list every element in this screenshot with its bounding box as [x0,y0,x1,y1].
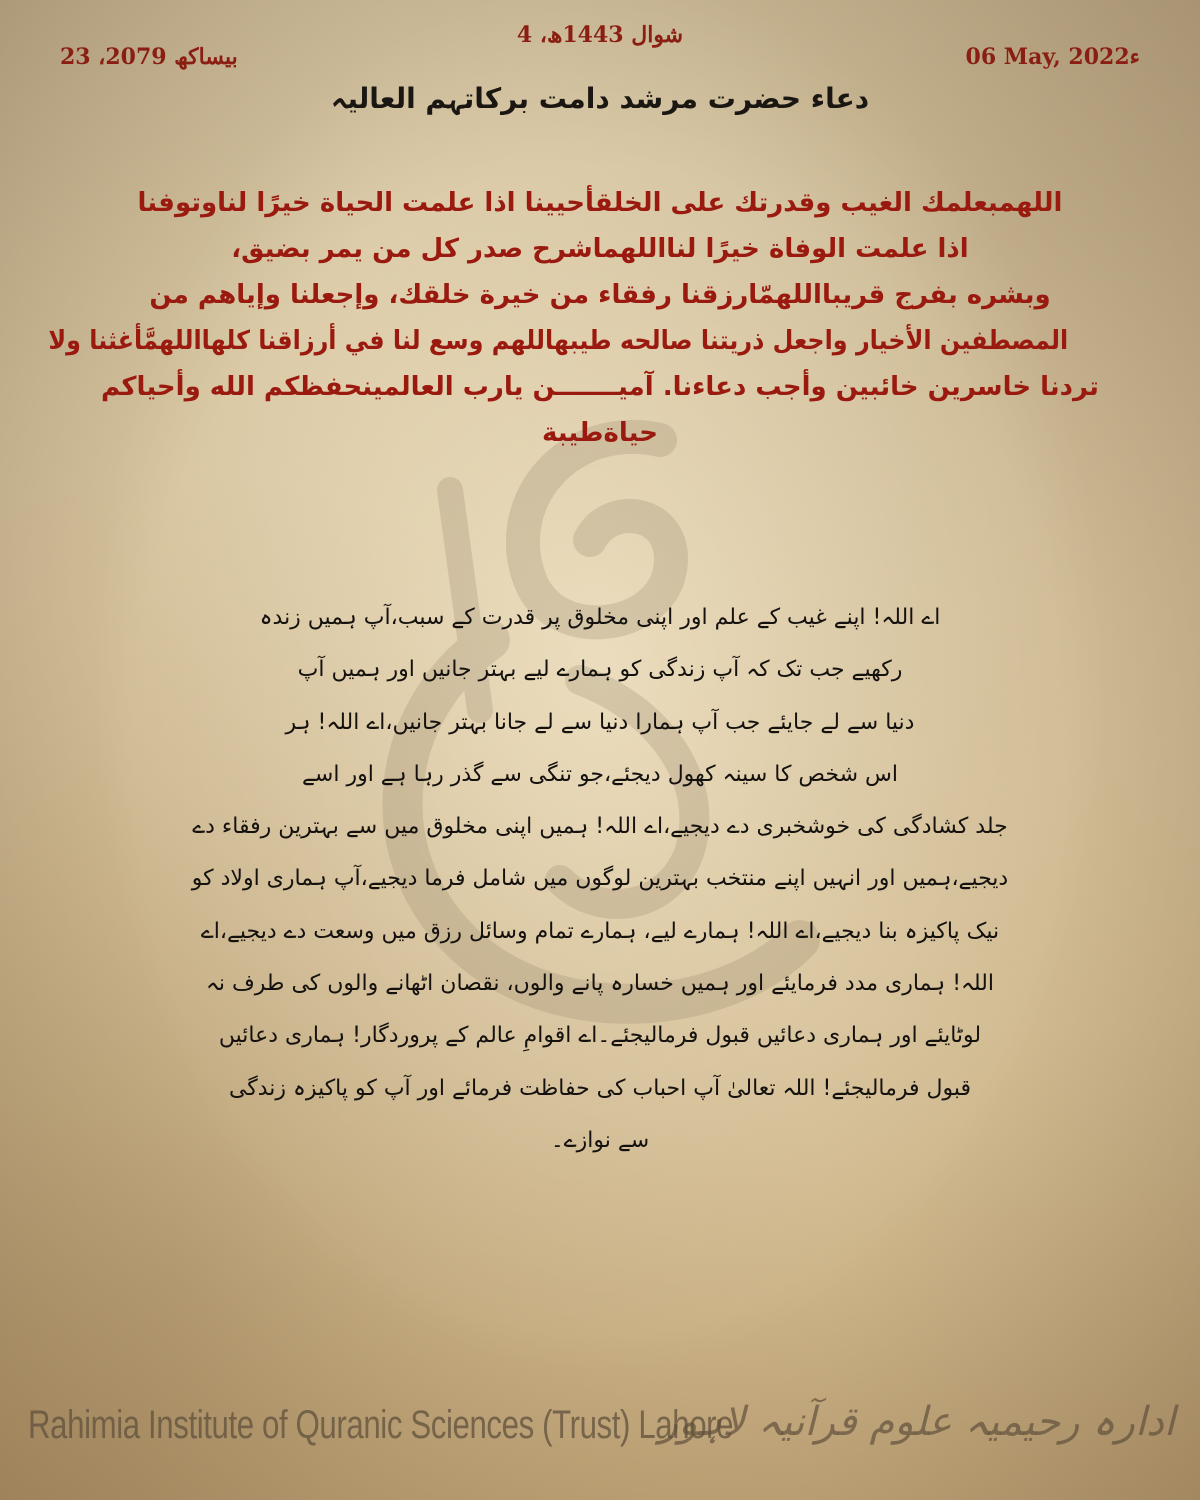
urdu-translation [110,592,1090,1167]
hijri-date: 4 ،شوال 1443ھ [516,22,684,48]
arabic-line: حياةطيبة [542,418,658,448]
urdu-line: دیجیے،ہمیں اور انہیں اپنے منتخب بہترین لوگوں میں شامل فرما دیجیے،آپ ہماری اولاد کو [191,866,1009,892]
urdu-line: نیک پاکیزہ بنا دیجیے،اے اللہ! ہمارے لیے، ہمارے تمام وسائل رزق میں وسعت دے دیجیے،اے [200,918,1000,944]
gregorian-date: 06 May, 2022ء [965,44,1140,70]
arabic-line: تردنا خاسرين خائبين وأجب دعاءنا. آميـــــــن يارب العالمينحفظكم الله وأحياكم [101,372,1099,402]
arabic-line: المصطفين الأخيار واجعل ذريتنا صالحه طيبهاللهم وسع لنا في أرزاقنا كلهااللهمَّأغثنا ولا [48,326,1069,356]
arabic-line: اذا علمت الوفاة خيرًا لنااللهماشرح صدر كل من يمر بضيق، [231,234,969,264]
urdu-line: جلد کشادگی کی خوشخبری دے دیجیے،اے اللہ! ہمیں اپنی مخلوق میں سے بہترین رفقاء دے [192,814,1008,840]
urdu-line: لوٹایئے اور ہماری دعائیں قبول فرمالیجئے۔اے اقوامِ عالم کے پروردگار! ہماری دعائیں [218,1023,982,1049]
urdu-line: دنیا سے لے جایئے جب آپ ہمارا دنیا سے لے جانا بہتر جانیں،اے اللہ! ہر [285,709,915,735]
urdu-line: رکھیے جب تک کہ آپ زندگی کو ہمارے لیے بہتر جانیں اور ہمیں آپ [297,657,903,683]
dua-heading: دعاء حضرت مرشد دامت برکاتہم العالیہ [330,82,870,115]
urdu-line: اللہ! ہماری مدد فرمایئے اور ہمیں خسارہ پانے والوں، نقصان اٹھانے والوں کی طرف نہ [205,971,994,997]
urdu-line: قبول فرمالیجئے! اللہ تعالیٰ آپ احباب کی حفاظت فرمائے اور آپ کو پاکیزہ زندگی [228,1075,972,1101]
urdu-line: سے نوازے۔ [550,1127,650,1153]
arabic-line: اللهمبعلمك الغيب وقدرتك على الخلقأحيينا اذا علمت الحياة خيرًا لناوتوفنا [137,188,1063,218]
institute-logo-urdu: ادارہ رحیمیہ علوم قرآنیہ لاہور [658,1399,1175,1445]
date-row [60,44,1140,74]
arabic-line: وبشره بفرج قريبااللهمّارزقنا رفقاء من خيرة خلقك، وإجعلنا وإياهم من [149,280,1051,310]
urdu-line: اے اللہ! اپنے غیب کے علم اور اپنی مخلوق پر قدرت کے سبب،آپ ہمیں زندہ [259,605,941,630]
bikrami-date: 23 ،بیساکھ 2079 [60,44,238,70]
urdu-line: اس شخص کا سینہ کھول دیجئے،جو تنگی سے گذر رہا ہے اور اسے [302,761,898,787]
arabic-dua [48,180,1110,456]
institute-name-english: Rahimia Institute of Quranic Sciences (Trust) Lahore [28,1403,734,1447]
footer [0,1395,1200,1475]
